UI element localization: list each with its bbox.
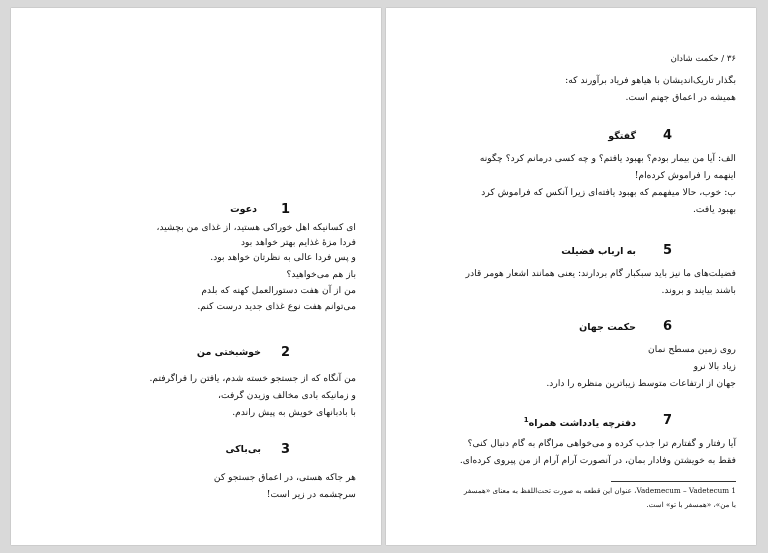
section-title: دعوت <box>230 204 257 215</box>
section-number: 5 <box>663 243 673 258</box>
section-title: خوشبختی من <box>196 347 261 358</box>
verse-line: فقط به خویشتن وفادار بمان، در آنصورت آرام آرام از من پیروی کرده‌ای. <box>459 455 736 466</box>
body-line: فضیلت‌های ما نیز باید سبکبار گام بردارند: یعنی همانند اشعار هومر قادر <box>465 268 736 279</box>
poem-line: باز هم می‌خواهید؟ <box>286 269 356 280</box>
running-header: ۳۶ / حکمت شادان <box>670 54 736 64</box>
poem-line: می‌توانم هفت نوع غذای جدید درست کنم. <box>197 301 356 312</box>
poem-line: و زمانیکه بادی مخالف وزیدن گرفت، <box>218 390 356 401</box>
section-number: 4 <box>663 128 673 143</box>
right-page <box>386 8 756 545</box>
section-title: گفتگو <box>608 131 636 142</box>
left-page <box>11 8 381 545</box>
section-number: 3 <box>281 442 291 457</box>
poem-line: فردا مزهٔ غذایم بهتر خواهد بود <box>240 237 356 248</box>
poem-line: ای کسانیکه اهل خوراکی هستید، از غذای من بچشید، <box>156 222 356 233</box>
verse-line: آیا رفتار و گفتارم ترا جذب کرده و می‌خواهی مراگام به گام دنبال کنی؟ <box>467 438 736 449</box>
verse-line: زیاد بالا نرو <box>693 361 736 372</box>
verse-line: جهان از ارتفاعات متوسط زیباترین منظره را دارد. <box>546 378 736 389</box>
poem-line: سرچشمه در زیر است! <box>266 489 356 500</box>
footnote-line <box>406 486 736 495</box>
poem-line: هر جاکه هستی، در اعماق جستجو کن <box>213 472 356 483</box>
section-title <box>496 416 636 429</box>
section-number: 7 <box>663 413 673 428</box>
poem-line: من آنگاه که از جستجو خسته شدم، یافتن را فراگرفتم. <box>149 373 356 384</box>
section-title: به ارباب فضیلت <box>561 246 636 257</box>
footnote-line: با من»، «همسفر با تو» است. <box>646 500 736 509</box>
footnote-rule <box>611 481 736 482</box>
body-line: همیشه در اعماق جهنم است. <box>625 92 736 103</box>
body-line: باشند بیایند و بروند. <box>661 285 736 296</box>
body-line: الف: آیا من بیمار بودم؟ بهبود یافتم؟ و چه کسی درمانم کرد؟ چگونه <box>479 153 736 164</box>
body-line: بهبود یافت. <box>692 204 736 215</box>
section-number: 1 <box>281 202 291 217</box>
poem-line: و پس فردا عالی به نظرتان خواهد بود. <box>210 252 356 263</box>
body-line: اینهمه را فراموش کرده‌ام! <box>634 170 736 181</box>
body-line: ب: خوب، حالا میفهمم که بهبود یافته‌ای زیرا آنکس که فراموش کرد <box>481 187 736 198</box>
section-title-text: دفترچه یادداشت همراه <box>528 418 636 430</box>
verse-line: روی زمین مسطح نمان <box>648 344 736 355</box>
poem-line: با بادبانهای خویش به پیش راندم. <box>232 407 356 418</box>
footnote-marker: 1 <box>523 416 529 424</box>
footnote-number: 1 <box>731 486 736 495</box>
body-line: بگذار تاریک‌اندیشان با هیاهو فریاد برآورند که: <box>565 75 736 86</box>
section-number: 6 <box>663 319 673 334</box>
section-number: 2 <box>281 345 291 360</box>
section-title: حکمت جهان <box>579 322 636 333</box>
poem-line: من از آن هفت دستورالعمل کهنه که بلدم <box>201 285 356 296</box>
footnote-text: Vademecum – Vadetecum، عنوان این قطعه به صورت تحت‌اللفظ به معنای «همسفر <box>463 486 730 495</box>
section-title: بی‌باکی <box>225 444 261 455</box>
